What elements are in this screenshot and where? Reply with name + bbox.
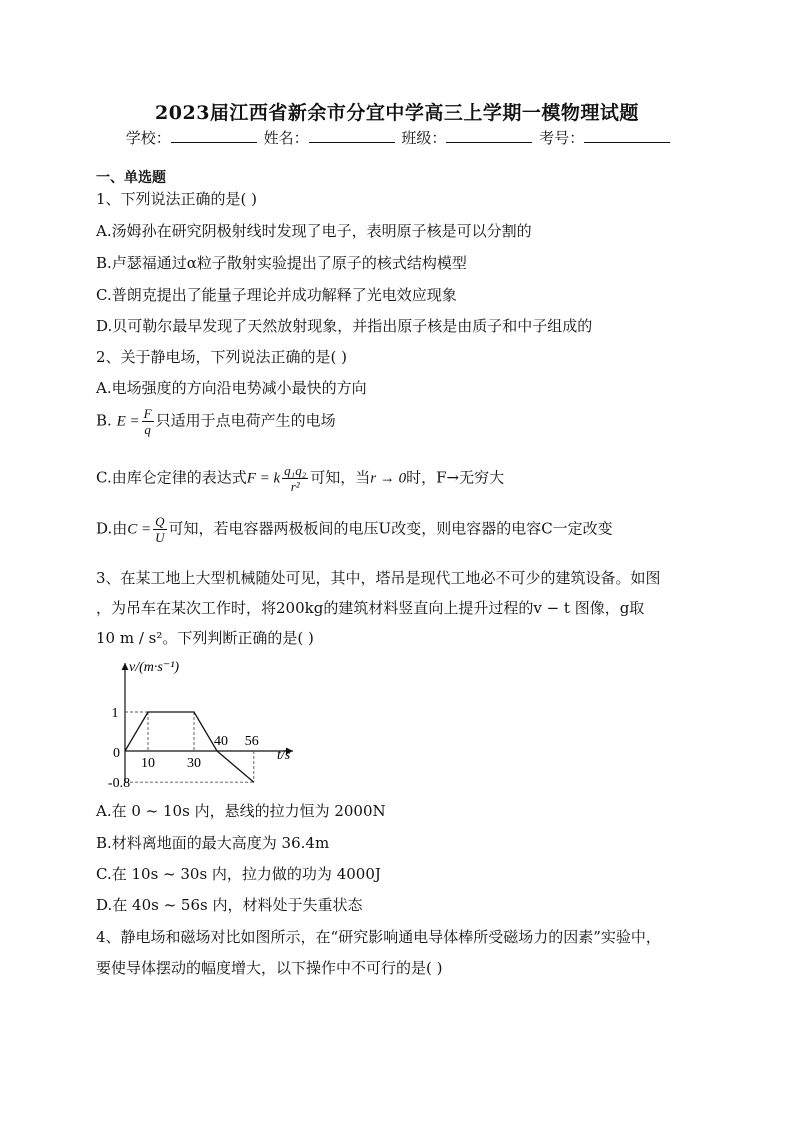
name-label: 姓名： xyxy=(263,129,309,147)
q2-c-numerator: q₁q₂ xyxy=(284,463,307,478)
q2-d-denominator: U xyxy=(155,530,165,545)
q2-c-condition: r → 0 xyxy=(370,470,407,487)
x-tick-label: 10 xyxy=(141,756,155,771)
q2-option-c xyxy=(96,463,504,494)
q2-d-text: 可知，若电容器两极板间的电压U改变，则电容器的电容C一定改变 xyxy=(168,519,613,538)
q3-option-a: A.在 0 ~ 10s 内，悬线的拉力恒为 2000N xyxy=(96,802,386,820)
q4-stem-line-2: 要使导体摆动的幅度增大，以下操作中不可行的是( ) xyxy=(96,959,443,977)
vt-graph xyxy=(105,655,305,791)
x-tick-label: 30 xyxy=(187,756,201,771)
q3-stem-line-2: ，为吊车在某次工作时，将200kg的建筑材料竖直向上提升过程的v − t 图像，g取 xyxy=(96,599,645,617)
name-blank xyxy=(309,128,395,143)
exam-number-blank xyxy=(584,128,670,143)
q2-b-prefix: B. xyxy=(96,411,117,430)
x-tick-label: 56 xyxy=(244,734,259,749)
q2-b-lhs: E = xyxy=(116,413,140,430)
y-tick-label: 1 xyxy=(111,706,119,721)
y-axis-label: v/(m·s⁻¹) xyxy=(129,660,180,675)
student-info-row xyxy=(0,127,794,148)
school-blank xyxy=(171,128,257,143)
section-heading: 一、单选题 xyxy=(96,170,166,186)
q2-b-numerator: F xyxy=(143,406,152,421)
x-axis-label: t/s xyxy=(277,748,291,763)
q2-b-text: 只适用于点电荷产生的电场 xyxy=(155,411,336,430)
q3-stem-line-1: 3、在某工地上大型机械随处可见，其中，塔吊是现代工地必不可少的建筑设备。如图 xyxy=(96,569,661,587)
q2-d-prefix: D.由 xyxy=(96,519,128,538)
q2-d-fraction xyxy=(153,514,166,545)
q1-option-a: A.汤姆孙在研究阴极射线时发现了电子，表明原子核是可以分割的 xyxy=(96,222,532,240)
q2-b-denominator: q xyxy=(144,422,151,437)
origin-label: 0 xyxy=(113,746,120,761)
q2-c-mid: 可知，当 xyxy=(310,468,371,487)
q1-option-b: B.卢瑟福通过α粒子散射实验提出了原子的核式结构模型 xyxy=(96,254,467,272)
q2-d-lhs: C = xyxy=(127,521,152,538)
x-tick-label: 40 xyxy=(214,734,228,749)
q1-option-d: D.贝可勒尔最早发现了天然放射现象，并指出原子核是由质子和中子组成的 xyxy=(96,317,593,335)
exam-title: 2023届江西省新余市分宜中学高三上学期一模物理试题 xyxy=(155,102,639,124)
q2-c-suffix: 时， xyxy=(406,468,437,487)
q2-c-fraction xyxy=(282,463,308,494)
q2-b-fraction xyxy=(142,406,154,437)
y-tick-label: -0.8 xyxy=(107,776,131,787)
vt-graph-svg xyxy=(105,655,305,787)
q2-c-denominator: r² xyxy=(290,479,300,494)
q3-option-c: C.在 10s ~ 30s 内，拉力做的功为 4000J xyxy=(96,865,381,883)
q2-c-prefix: C.由库仑定律的表达式 xyxy=(96,468,247,487)
class-blank xyxy=(446,128,532,143)
class-label: 班级： xyxy=(401,129,447,147)
q3-stem-line-3: 10 m / s²。下列判断正确的是( ) xyxy=(96,629,314,647)
q3-option-b: B.材料离地面的最大高度为 36.4m xyxy=(96,834,330,852)
q2-d-numerator: Q xyxy=(155,514,165,529)
q2-option-b xyxy=(96,406,336,437)
q1-option-c: C.普朗克提出了能量子理论并成功解释了光电效应现象 xyxy=(96,286,457,304)
q2-option-d xyxy=(96,514,613,545)
vt-series-line xyxy=(125,712,254,782)
q2-c-lhs: F = k xyxy=(246,470,281,487)
q3-option-d: D.在 40s ~ 56s 内，材料处于失重状态 xyxy=(96,896,363,914)
q4-stem-line-1: 4、静电场和磁场对比如图所示，在“研究影响通电导体棒所受磁场力的因素”实验中， xyxy=(96,928,661,946)
school-label: 学校： xyxy=(125,129,171,147)
q2-c-end: F→无穷大 xyxy=(436,468,505,487)
q2-stem: 2、关于静电场，下列说法正确的是( ) xyxy=(96,348,348,366)
q1-stem: 1、下列说法正确的是( ) xyxy=(96,190,258,208)
q2-option-a: A.电场强度的方向沿电势减小最快的方向 xyxy=(96,379,367,397)
exam-number-label: 考号： xyxy=(539,129,585,147)
